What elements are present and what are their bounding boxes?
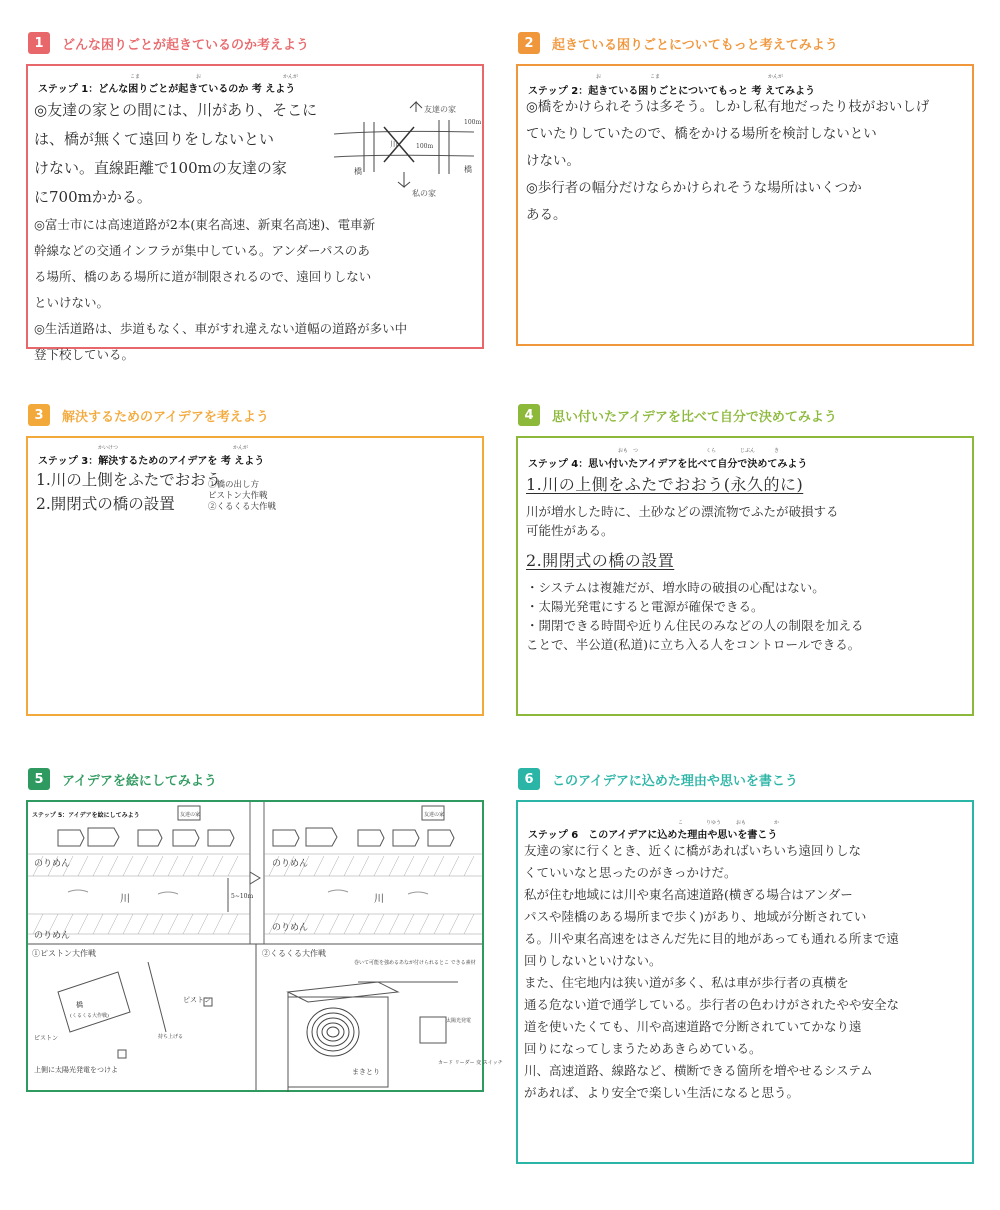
section-4-header (518, 404, 837, 426)
ruby: かんが (233, 445, 249, 451)
svg-text:上側に太陽光発電をつけよ: 上側に太陽光発電をつけよ (34, 1066, 118, 1074)
svg-text:カード リーダー 変 スイッチ: カード リーダー 変 スイッチ (438, 1060, 503, 1066)
svg-text:ピストン: ピストン (183, 996, 211, 1004)
svg-text:持ち上げる: 持ち上げる (158, 1034, 184, 1040)
ruby: き (774, 448, 780, 454)
svg-text:太陽光発電: 太陽光発電 (446, 1018, 472, 1024)
ruby: こま (650, 74, 661, 80)
ruby: おも つ (618, 448, 639, 454)
idea-1-heading: 1.川の上側をふたでおおう(永久的に) (526, 475, 804, 494)
ruby: おも (736, 820, 747, 826)
section-1-panel (26, 64, 484, 362)
svg-text:②くるくる大作戦: ②くるくる大作戦 (262, 949, 326, 958)
handwritten-text-bottom: ◎富士市には高速道路が2本(東名高速、新東名高速)、電車新 幹線などの交通インフラが集中している。アンダーパスのあ る場所、橋のある場所に道が制限されるので、遠回りしない といけない。 ◎生活道路は、歩道もなく、車がすれ違えない道幅の道路が多い中 登下校している。 (34, 217, 408, 362)
svg-text:友達の家: 友達の家 (424, 812, 445, 818)
section-title: このアイデアに込めた理由や思いを書こう (552, 773, 798, 789)
step-label: ステップ 1：どんな困りごとが起きているのか 考 えよう (38, 84, 296, 95)
section-number-badge: 1 (28, 32, 50, 54)
section-4-panel (516, 436, 974, 716)
svg-text:のりめん: のりめん (34, 859, 71, 869)
svg-text:友達の家: 友達の家 (180, 812, 201, 818)
section-5-panel (26, 800, 503, 1092)
section-number-badge: 2 (518, 32, 540, 54)
section-number-badge: 3 (28, 404, 50, 426)
section-5-header (28, 768, 217, 790)
svg-text:(くるくる大作戦): (くるくる大作戦) (70, 1013, 109, 1019)
section-title: 思い付いたアイデアを比べて自分で決めてみよう (552, 409, 837, 425)
step-label: ステップ 5：アイデアを絵にしてみよう (32, 812, 140, 819)
step-label: ステップ 6 このアイデアに込めた理由や思いを書こう (528, 830, 778, 841)
section-number-badge: 6 (518, 768, 540, 790)
svg-text:のりめん: のりめん (272, 859, 309, 869)
section-number-badge: 4 (518, 404, 540, 426)
svg-text:5~10m: 5~10m (231, 893, 254, 900)
svg-text:川: 川 (120, 894, 130, 905)
section-3-panel (26, 436, 484, 716)
handwritten-text-left: ◎友達の家との間には、川があり、そこに は、橋が無くて遠回りをしないとい けない。直線距離で100mの友達の家 に700mかかる。 (34, 101, 318, 206)
handwritten-text: ◎橋をかけられそうは多そう。しかし私有地だったり枝がおいしげ ていたりしていたので、橋をかける場所を検討しないとい けない。 ◎歩行者の幅分だけならかけられそうな場所はいくつか ある。 (526, 99, 930, 223)
section-title: 起きている困りごとについてもっと考えてみよう (552, 37, 838, 53)
svg-text:橋: 橋 (354, 167, 362, 176)
svg-text:まきとり: まきとり (352, 1068, 380, 1076)
svg-text:私の家: 私の家 (412, 189, 436, 198)
section-3-header (28, 404, 269, 426)
svg-text:のりめん: のりめん (272, 923, 309, 933)
svg-text:①ピストン大作戦: ①ピストン大作戦 (32, 949, 96, 958)
ruby: かいけつ (98, 445, 119, 451)
ruby: お (596, 74, 602, 80)
svg-text:ピストン: ピストン (34, 1035, 59, 1042)
section-title: 解決するためのアイデアを考えよう (62, 409, 269, 425)
svg-text:川: 川 (390, 140, 398, 149)
ruby: くら (706, 448, 717, 454)
handwritten-sub-ideas: ①橋の出し方 ピストン大作戦 ②くるくる大作戦 (208, 480, 277, 512)
svg-text:巻いて可能を強めるあなが付けられるとこ できる素材: 巻いて可能を強めるあなが付けられるとこ できる素材 (354, 960, 476, 966)
svg-text:のりめん: のりめん (34, 931, 71, 941)
ruby: りゆう (706, 820, 722, 826)
ruby: こ (678, 820, 684, 826)
ruby: お (196, 74, 202, 80)
ruby: か (774, 820, 780, 826)
svg-text:100m: 100m (416, 143, 434, 150)
idea-2-heading: 2.開閉式の橋の設置 (526, 551, 675, 570)
svg-text:橋: 橋 (76, 1001, 83, 1009)
ruby: じぶん (740, 448, 756, 454)
handwritten-reason-text: 友達の家に行くとき、近くに橋があればいちいち遠回りしな くていいなと思ったのがきっかけだ。 私が住む地域には川や東名高速道路(横ぎる場合はアンダー パスや陸橋のある場所まで歩く)があり、地域が分断されてい る。川や東名高速をはさんだ先に目的地があっても通れる所まで遠 回りしないといけない。 また、住宅地内は狭い道が多く、私は車が歩行者の真横を 通る危ない道で通学している。歩行者の色わけがされたやや安全な 道を使いたくても、川や高速道路で分断されていてかなり遠 回りになってしまうためあきらめている。 川、高速道路、線路など、横断できる箇所を増やせるシステム があれば、より安全で楽しい生活になると思う。 (524, 843, 900, 1100)
step-label: ステップ 4：思い付いたアイデアを比べて自分で決めてみよう (528, 459, 808, 470)
section-2-header (518, 32, 838, 54)
ruby: かんが (283, 74, 299, 80)
svg-text:友達の家: 友達の家 (424, 105, 456, 114)
handwritten-idea-list: 1.川の上側をふたでおおう 2.開閉式の橋の設置 (36, 471, 222, 513)
river-map-sketch (324, 102, 484, 202)
step-label: ステップ 3：解決するためのアイデアを 考 えよう (38, 456, 265, 467)
idea-1-notes: 川が増水した時に、土砂などの漂流物でふたが破損する 可能性がある。 (526, 504, 839, 538)
svg-text:橋: 橋 (464, 165, 472, 174)
section-2-panel (516, 64, 974, 346)
section-6-header (518, 768, 798, 790)
step-label: ステップ 2：起きている困りごとについてもっと 考 えてみよう (528, 86, 816, 97)
section-number-badge: 5 (28, 768, 50, 790)
ruby: こま (130, 74, 141, 80)
section-6-panel (516, 800, 974, 1164)
idea-sketch-drawing (28, 802, 503, 1090)
section-title: どんな困りごとが起きているのか考えよう (62, 37, 310, 53)
section-title: アイデアを絵にしてみよう (62, 773, 217, 789)
ruby: かんが (768, 74, 784, 80)
svg-text:川: 川 (374, 894, 384, 905)
section-1-header (28, 32, 309, 54)
idea-2-notes: ・システムは複雑だが、増水時の破損の心配はない。 ・太陽光発電にすると電源が確保できる。 ・開閉できる時間や近りん住民のみなどの人の制限を加える ことで、半公道(私道)に立ち入る人をコントロールできる。 (526, 580, 864, 652)
svg-text:100m: 100m (464, 119, 482, 126)
